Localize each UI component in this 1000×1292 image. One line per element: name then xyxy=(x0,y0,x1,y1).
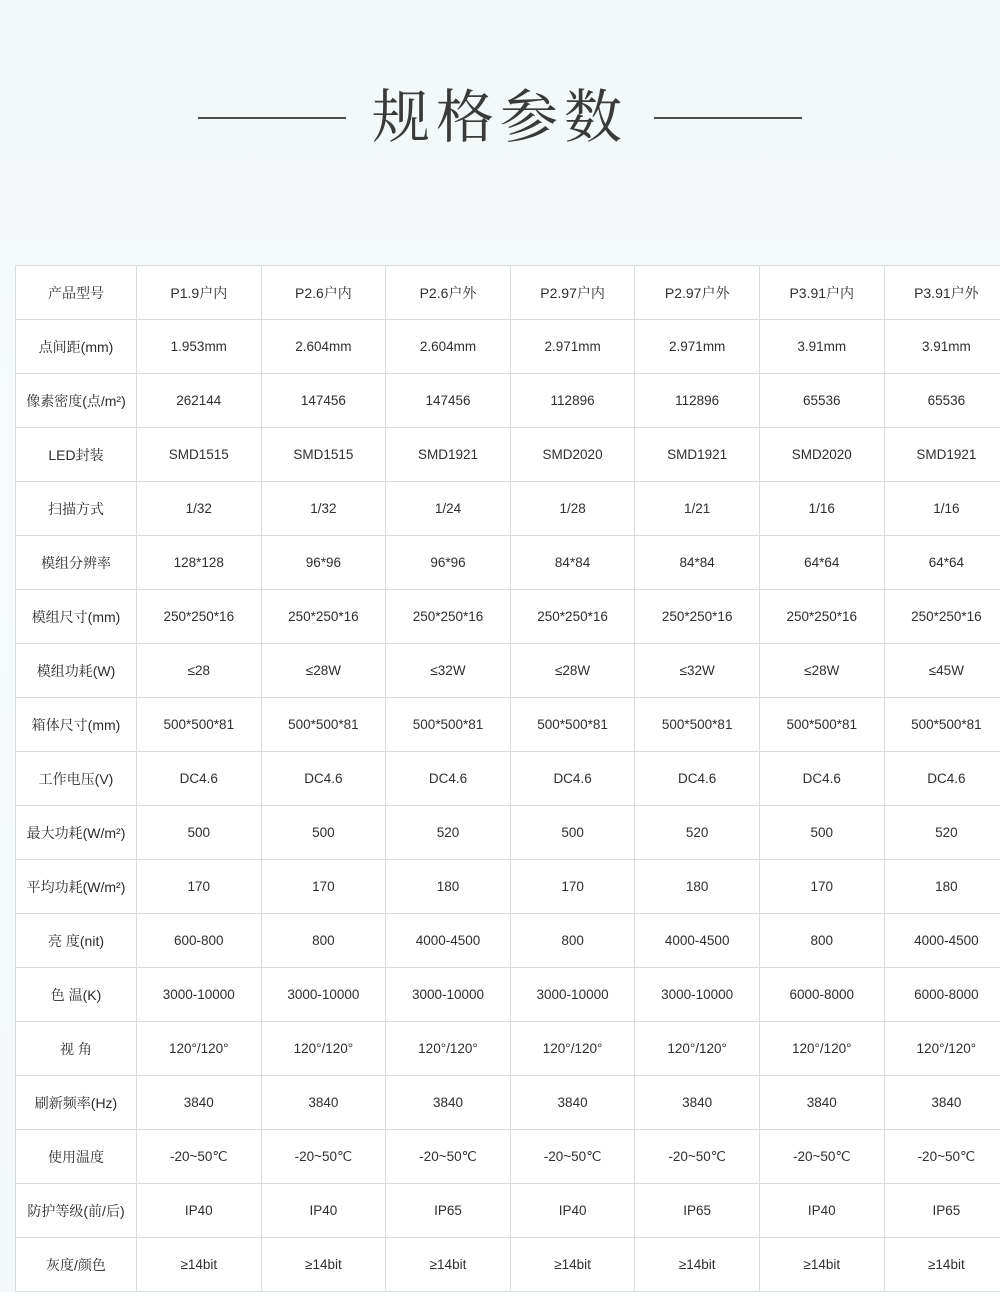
table-cell: 120°/120° xyxy=(635,1022,760,1076)
table-cell: 250*250*16 xyxy=(137,590,262,644)
table-row-label: 平均功耗(W/m²) xyxy=(16,860,137,914)
title-rule-right xyxy=(654,117,802,119)
table-cell: 3.91mm xyxy=(759,320,884,374)
table-cell: 2.971mm xyxy=(635,320,760,374)
table-cell: 500 xyxy=(261,806,386,860)
table-row xyxy=(16,644,1000,698)
table-cell: 1/28 xyxy=(510,482,635,536)
table-cell: 120°/120° xyxy=(386,1022,511,1076)
table-cell: 250*250*16 xyxy=(510,590,635,644)
table-row xyxy=(16,1076,1000,1130)
table-cell: DC4.6 xyxy=(635,752,760,806)
table-column-header: P3.91户外 xyxy=(884,266,1000,320)
table-row-label: 亮 度(nit) xyxy=(16,914,137,968)
table-cell: 500*500*81 xyxy=(510,698,635,752)
table-cell: 147456 xyxy=(261,374,386,428)
page-bottom-spacer xyxy=(0,1217,1000,1279)
table-cell: 262144 xyxy=(137,374,262,428)
table-cell: ≥14bit xyxy=(261,1238,386,1292)
table-cell: 1/16 xyxy=(884,482,1000,536)
spec-table-wrap xyxy=(15,265,985,1292)
table-cell: 3000-10000 xyxy=(635,968,760,1022)
table-cell: 250*250*16 xyxy=(386,590,511,644)
table-column-header: P2.97户内 xyxy=(510,266,635,320)
page-title: 规格参数 xyxy=(372,86,628,150)
table-cell: 3.91mm xyxy=(884,320,1000,374)
table-cell: 500*500*81 xyxy=(884,698,1000,752)
table-cell: 1/16 xyxy=(759,482,884,536)
table-cell: IP40 xyxy=(759,1184,884,1238)
table-cell: ≥14bit xyxy=(510,1238,635,1292)
table-cell: 2.604mm xyxy=(261,320,386,374)
table-row xyxy=(16,806,1000,860)
table-cell: 64*64 xyxy=(759,536,884,590)
table-cell: 520 xyxy=(884,806,1000,860)
table-cell: 500*500*81 xyxy=(635,698,760,752)
table-cell: ≤32W xyxy=(635,644,760,698)
table-cell: ≥14bit xyxy=(137,1238,262,1292)
table-column-header: P2.6户内 xyxy=(261,266,386,320)
table-row-label: LED封装 xyxy=(16,428,137,482)
table-row xyxy=(16,536,1000,590)
table-row-label: 防护等级(前/后) xyxy=(16,1184,137,1238)
table-cell: ≤28W xyxy=(261,644,386,698)
table-cell: DC4.6 xyxy=(261,752,386,806)
table-cell: DC4.6 xyxy=(759,752,884,806)
table-row-label: 使用温度 xyxy=(16,1130,137,1184)
table-cell: 170 xyxy=(261,860,386,914)
table-cell: 250*250*16 xyxy=(884,590,1000,644)
table-row xyxy=(16,320,1000,374)
table-row-label: 扫描方式 xyxy=(16,482,137,536)
table-cell: 3000-10000 xyxy=(261,968,386,1022)
table-cell: DC4.6 xyxy=(386,752,511,806)
table-cell: 112896 xyxy=(510,374,635,428)
table-cell: DC4.6 xyxy=(884,752,1000,806)
table-cell: 120°/120° xyxy=(510,1022,635,1076)
table-cell: 3000-10000 xyxy=(137,968,262,1022)
table-cell: SMD1515 xyxy=(137,428,262,482)
table-cell: IP40 xyxy=(510,1184,635,1238)
title-rule-left xyxy=(198,117,346,119)
table-cell: 3000-10000 xyxy=(386,968,511,1022)
table-cell: 3840 xyxy=(884,1076,1000,1130)
table-row-label: 刷新频率(Hz) xyxy=(16,1076,137,1130)
table-cell: SMD1921 xyxy=(386,428,511,482)
table-cell: 1/21 xyxy=(635,482,760,536)
table-cell: 84*84 xyxy=(510,536,635,590)
table-row-label: 模组分辨率 xyxy=(16,536,137,590)
table-cell: IP65 xyxy=(635,1184,760,1238)
table-row-label: 色 温(K) xyxy=(16,968,137,1022)
table-row xyxy=(16,698,1000,752)
table-cell: 500*500*81 xyxy=(261,698,386,752)
table-cell: 6000-8000 xyxy=(884,968,1000,1022)
table-cell: -20~50℃ xyxy=(759,1130,884,1184)
table-cell: 4000-4500 xyxy=(884,914,1000,968)
table-cell: ≤28 xyxy=(137,644,262,698)
table-cell: 520 xyxy=(635,806,760,860)
table-cell: 120°/120° xyxy=(759,1022,884,1076)
table-cell: 4000-4500 xyxy=(635,914,760,968)
table-cell: SMD1921 xyxy=(884,428,1000,482)
table-cell: 600-800 xyxy=(137,914,262,968)
table-cell: 1.953mm xyxy=(137,320,262,374)
table-row-label: 箱体尺寸(mm) xyxy=(16,698,137,752)
table-cell: 250*250*16 xyxy=(261,590,386,644)
table-cell: -20~50℃ xyxy=(261,1130,386,1184)
table-cell: SMD1515 xyxy=(261,428,386,482)
table-cell: 180 xyxy=(635,860,760,914)
table-row xyxy=(16,968,1000,1022)
table-header-row xyxy=(16,266,1000,320)
table-cell: 3840 xyxy=(386,1076,511,1130)
table-cell: 800 xyxy=(510,914,635,968)
table-cell: 170 xyxy=(137,860,262,914)
table-cell: 500*500*81 xyxy=(137,698,262,752)
table-cell: 500 xyxy=(137,806,262,860)
table-cell: 500 xyxy=(510,806,635,860)
table-cell: 500 xyxy=(759,806,884,860)
table-cell: 84*84 xyxy=(635,536,760,590)
table-cell: 500*500*81 xyxy=(386,698,511,752)
table-cell: 6000-8000 xyxy=(759,968,884,1022)
table-cell: 112896 xyxy=(635,374,760,428)
table-row xyxy=(16,482,1000,536)
table-cell: 120°/120° xyxy=(137,1022,262,1076)
table-cell: 2.971mm xyxy=(510,320,635,374)
table-cell: 120°/120° xyxy=(884,1022,1000,1076)
table-row xyxy=(16,860,1000,914)
table-cell: 3840 xyxy=(635,1076,760,1130)
table-cell: 800 xyxy=(759,914,884,968)
table-cell: IP40 xyxy=(137,1184,262,1238)
table-cell: 170 xyxy=(510,860,635,914)
table-row-label: 点间距(mm) xyxy=(16,320,137,374)
table-cell: 3840 xyxy=(137,1076,262,1130)
table-row xyxy=(16,914,1000,968)
table-column-header: P1.9户内 xyxy=(137,266,262,320)
table-cell: 3840 xyxy=(261,1076,386,1130)
table-cell: 250*250*16 xyxy=(635,590,760,644)
table-cell: 180 xyxy=(386,860,511,914)
table-cell: 3000-10000 xyxy=(510,968,635,1022)
table-cell: DC4.6 xyxy=(137,752,262,806)
table-cell: ≥14bit xyxy=(759,1238,884,1292)
table-column-header: P2.6户外 xyxy=(386,266,511,320)
table-cell: 180 xyxy=(884,860,1000,914)
table-cell: IP65 xyxy=(884,1184,1000,1238)
table-cell: 1/32 xyxy=(261,482,386,536)
table-cell: 96*96 xyxy=(261,536,386,590)
table-row xyxy=(16,374,1000,428)
table-row xyxy=(16,1130,1000,1184)
table-cell: 65536 xyxy=(884,374,1000,428)
table-cell: 800 xyxy=(261,914,386,968)
table-cell: ≤28W xyxy=(510,644,635,698)
table-row xyxy=(16,1022,1000,1076)
table-cell: 65536 xyxy=(759,374,884,428)
table-cell: 1/32 xyxy=(137,482,262,536)
table-cell: 1/24 xyxy=(386,482,511,536)
table-cell: SMD2020 xyxy=(510,428,635,482)
spec-table xyxy=(15,265,1000,1292)
table-column-header: P3.91户内 xyxy=(759,266,884,320)
table-cell: DC4.6 xyxy=(510,752,635,806)
table-cell: 128*128 xyxy=(137,536,262,590)
table-cell: 96*96 xyxy=(386,536,511,590)
table-cell: ≥14bit xyxy=(884,1238,1000,1292)
table-cell: IP40 xyxy=(261,1184,386,1238)
table-cell: -20~50℃ xyxy=(386,1130,511,1184)
table-cell: 4000-4500 xyxy=(386,914,511,968)
table-cell: -20~50℃ xyxy=(137,1130,262,1184)
table-row-label: 工作电压(V) xyxy=(16,752,137,806)
table-cell: ≤32W xyxy=(386,644,511,698)
table-cell: 120°/120° xyxy=(261,1022,386,1076)
table-column-header: P2.97户外 xyxy=(635,266,760,320)
table-cell: 147456 xyxy=(386,374,511,428)
table-cell: 520 xyxy=(386,806,511,860)
table-cell: SMD1921 xyxy=(635,428,760,482)
table-row xyxy=(16,590,1000,644)
table-cell: 64*64 xyxy=(884,536,1000,590)
table-cell: IP65 xyxy=(386,1184,511,1238)
table-cell: -20~50℃ xyxy=(884,1130,1000,1184)
table-row-label: 最大功耗(W/m²) xyxy=(16,806,137,860)
table-row-label: 产品型号 xyxy=(16,266,137,320)
table-row xyxy=(16,752,1000,806)
table-cell: 3840 xyxy=(759,1076,884,1130)
table-row-label: 像素密度(点/m²) xyxy=(16,374,137,428)
table-cell: 170 xyxy=(759,860,884,914)
table-row-label: 模组尺寸(mm) xyxy=(16,590,137,644)
table-cell: 3840 xyxy=(510,1076,635,1130)
table-cell: ≥14bit xyxy=(386,1238,511,1292)
table-cell: 500*500*81 xyxy=(759,698,884,752)
table-cell: -20~50℃ xyxy=(635,1130,760,1184)
table-cell: SMD2020 xyxy=(759,428,884,482)
table-row-label: 视 角 xyxy=(16,1022,137,1076)
table-cell: 2.604mm xyxy=(386,320,511,374)
table-row-label: 灰度/颜色 xyxy=(16,1238,137,1292)
table-row-label: 模组功耗(W) xyxy=(16,644,137,698)
table-cell: ≤45W xyxy=(884,644,1000,698)
table-cell: ≥14bit xyxy=(635,1238,760,1292)
table-cell: ≤28W xyxy=(759,644,884,698)
page-title-block xyxy=(0,86,1000,150)
table-row xyxy=(16,428,1000,482)
table-cell: 250*250*16 xyxy=(759,590,884,644)
table-cell: -20~50℃ xyxy=(510,1130,635,1184)
